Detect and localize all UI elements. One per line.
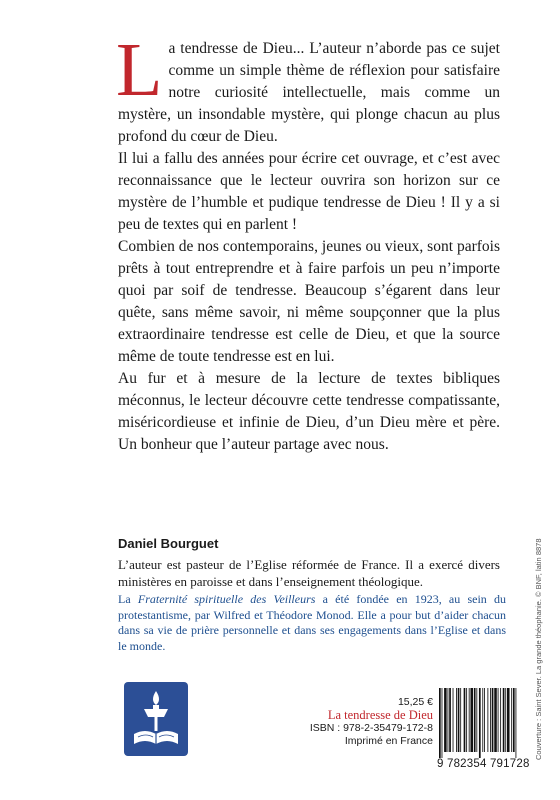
barcode-bar <box>516 688 517 758</box>
barcode-bar <box>439 688 441 758</box>
main-text <box>116 28 500 456</box>
fraternite-name: Fraternité spirituelle des Veilleurs <box>137 592 316 606</box>
barcode-bar <box>442 688 443 758</box>
barcode-bar <box>507 688 510 752</box>
paragraph-3: Combien de nos contemporains, jeunes ou vieux, sont parfois prêts à tout entreprendre et à faire parfois un peu n’importe quoi par soif de tendresse. Beaucoup s’égarent dans leur quête, sans même savoir, ni même soupçonner que la plus extraordinaire tendresse est celle de Dieu, et que la source même de toute tendresse est en lui. <box>118 238 500 365</box>
barcode-digits: 9 782354 791728 <box>437 758 530 770</box>
barcode-bar <box>494 688 497 752</box>
veilleurs-logo <box>124 682 188 756</box>
fraternite-text: a été fondée en 1923, au sein du protestantisme, par Wilfred et Théodore Monod. Elle a pour but d’aider chacun dans sa vie de prière personnelle et dans ses engagements dans l’Eglise et dans le monde. <box>118 592 506 653</box>
barcode-bar <box>490 688 491 752</box>
barcode-bar <box>466 688 467 752</box>
barcode-bar <box>458 688 460 752</box>
barcode-bar <box>448 688 449 752</box>
barcode-bar <box>500 688 501 752</box>
fraternite-description: La Fraternité spirituelle des Veilleurs a été fondée en 1923, au sein du protestantisme, par Wilfred et Théodore Monod. Elle a pour but d’aider chacun dans sa vie de prière personnelle et dans ses engagements dans l’Eglise et dans le monde. <box>118 592 506 653</box>
barcode-bar <box>470 688 473 752</box>
barcode-bar <box>464 688 466 752</box>
paragraph-4: Au fur et à mesure de la lecture de textes bibliques méconnus, le lecteur découvre cette tendresse compatissante, miséricordieuse et infinie de Dieu, d’un Dieu mère et père. Un bonheur que l’auteur partage avec nous. <box>118 370 500 453</box>
book-title: La tendresse de Dieu <box>327 708 433 722</box>
paragraph-1 <box>116 28 500 148</box>
author-block <box>118 536 500 590</box>
barcode-bar <box>482 688 483 752</box>
barcode-bar <box>487 688 488 752</box>
barcode-bar <box>503 688 505 752</box>
barcode <box>437 688 543 760</box>
author-bio: L’auteur est pasteur de l’Eglise réformée de France. Il a exercé divers ministères en paroisse et dans l’enseignement théologique. <box>118 557 500 589</box>
barcode-bar <box>498 688 499 752</box>
barcode-bar <box>456 688 457 752</box>
drop-cap: L <box>116 28 163 112</box>
barcode-bar <box>505 688 506 752</box>
cover-credit: Couverture : Saint Sever. La grande théophanie. © BNF, latin 8878 <box>534 538 543 760</box>
barcode-bar <box>476 688 477 752</box>
barcode-bar <box>484 688 485 752</box>
author-name: Daniel Bourguet <box>118 536 219 551</box>
barcode-bar <box>479 688 481 758</box>
paragraph-2: Il lui a fallu des années pour écrire cet ouvrage, et c’est avec reconnaissance que le lecteur ouvrira son horizon sur ce mystère de l’humble et pudique tendresse de Dieu ! Il y a si peu de textes qui en parlent ! <box>118 150 500 233</box>
barcode-bar <box>469 688 470 752</box>
barcode-bar <box>511 688 512 752</box>
barcode-bar <box>449 688 451 752</box>
barcode-bar <box>460 688 461 752</box>
printed-in: Imprimé en France <box>344 735 433 747</box>
isbn: ISBN : 978-2-35479-172-8 <box>309 722 433 734</box>
book-info <box>293 696 433 748</box>
paragraph-1-text: a tendresse de Dieu... L’auteur n’aborde pas ce sujet comme un simple thème de réflexion pour satisfaire notre curiosité intellectuelle, mais comme un mystère, un insondable mystère, qui plonge chacun au plus profond du cœur de Dieu. <box>118 40 500 145</box>
barcode-bar <box>492 688 494 752</box>
barcode-bar <box>444 688 447 752</box>
barcode-bar <box>453 688 454 752</box>
price: 15,25 € <box>397 696 433 708</box>
barcode-bar <box>474 688 476 752</box>
barcode-bar <box>513 688 515 752</box>
